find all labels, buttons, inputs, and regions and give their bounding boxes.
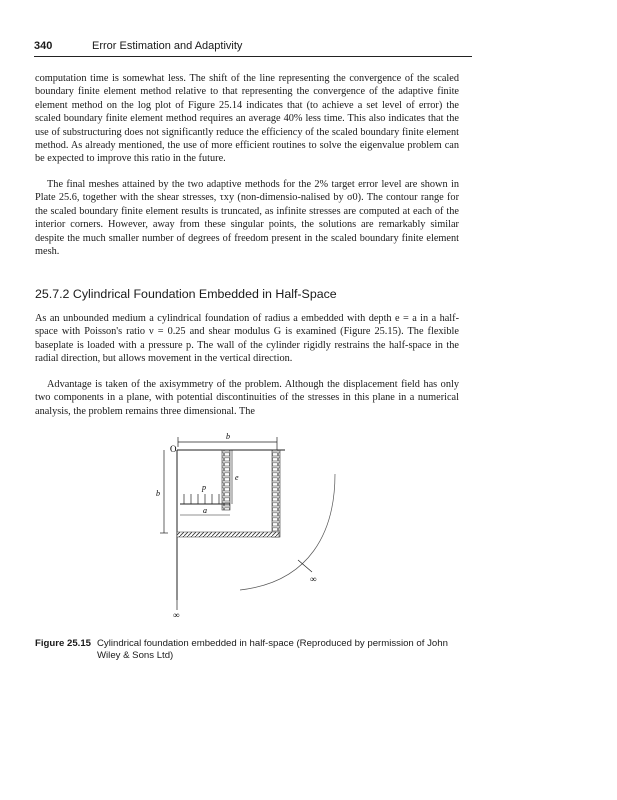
paragraph-2: The final meshes attained by the two adaptive methods for the 2% target error level are shown in Plate 25.6, together with the shear stresses, τxy (non-dimensio-nalised by σ0). The contour range for the scaled boundary finite element results is truncated, as infinite stresses are computed at each of the interior corners. However, away from these singular points, the solutions are remarkably similar despite the much smaller number of degrees of freedom present in the scaled boundary finite element mesh. [35,179,459,258]
caption-label: Figure 25.15 [35,638,91,649]
label-a: a [203,506,207,515]
figure-25-15 [140,432,440,617]
paragraph-1: computation time is somewhat less. The shift of the line representing the convergence of the scaled boundary finite element method relative to that representing the convergence of the adaptive finite element method on the log plot of Figure 25.14 indicates that (to achieve a set level of error) the scaled boundary finite element method requires an average 40% less time. This also indicates that the use of substructuring does not significantly reduce the efficiency of the scaled boundary finite element method. As already mentioned, the use of more efficient routines to solve the eigenvalue problem can be expected to improve this ratio in the future. [35,73,459,165]
label-inf-diag: ∞ [310,574,317,584]
foundation-stem [222,450,230,510]
paragraph-3: As an unbounded medium a cylindrical foundation of radius a embedded with depth e = a in a half-space with Poisson's ratio ν = 0.25 and shear modulus G is examined (Figure 25.15). The flexible baseplate is loaded with a pressure p. The wall of the cylinder rigidly restrains the half-space in the radial direction, but allows movement in the vertical direction. [35,313,459,365]
label-origin: O [170,444,177,454]
foundation-diagram [140,432,440,617]
caption-text: Cylindrical foundation embedded in half-space (Reproduced by permission of John Wiley & Sons Ltd) [97,638,448,661]
label-e: e [235,473,239,482]
running-header [34,40,471,54]
cylinder-wall [272,450,280,537]
header-rule [34,56,472,57]
label-b-left: b [156,489,160,498]
pressure-arrows [184,494,219,504]
label-inf-bottom: ∞ [173,610,180,617]
label-p: p [202,483,206,492]
bottom-hatch [177,532,279,537]
page-number: 340 [34,40,53,52]
paragraph-4: Advantage is taken of the axisymmetry of the problem. Although the displacement field has only two components in a plane, with potential discontinuities of the stresses in this plane in a numerical analysis, the problem remains three dimensional. The [35,379,459,417]
running-title: Error Estimation and Adaptivity [92,40,243,52]
section-heading: 25.7.2 Cylindrical Foundation Embedded in Half-Space [35,287,337,301]
label-b-top: b [226,432,230,441]
